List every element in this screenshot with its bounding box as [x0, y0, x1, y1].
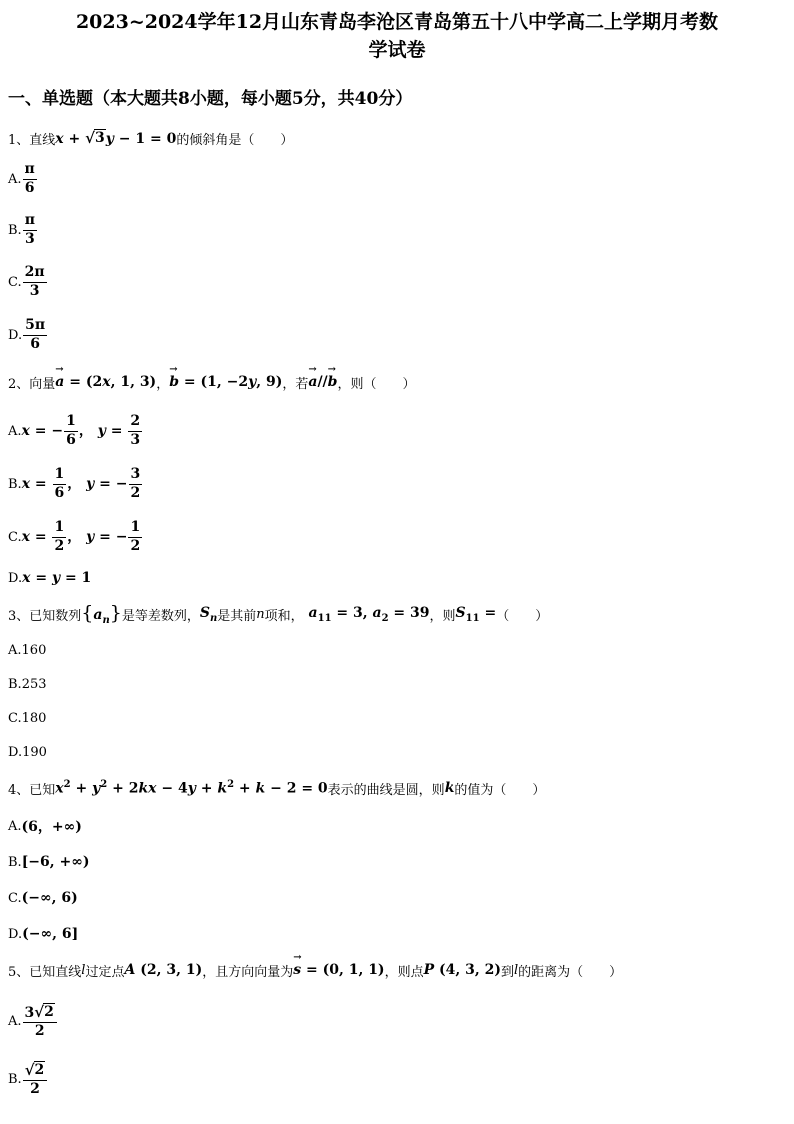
vector-b-definition: → b = (1, −2y, 9)	[169, 374, 282, 390]
option-d[interactable]	[8, 732, 47, 772]
answer-blank: （ ）	[241, 132, 294, 148]
option-value: (−∞, 6)	[21, 890, 78, 906]
option-label: D.	[8, 327, 23, 343]
option-value: [−6, +∞)	[21, 854, 90, 870]
sequence-symbol: $\{a_n\}$	[81, 602, 122, 626]
option-label: B.	[8, 222, 22, 238]
index-variable: n	[256, 606, 265, 622]
option-c[interactable]	[8, 514, 143, 560]
option-d[interactable]	[8, 312, 48, 358]
question-text: ，则	[429, 608, 456, 624]
answer-blank: （ ）	[363, 376, 416, 392]
option-label: D.	[8, 744, 23, 760]
option-label: B.	[8, 476, 22, 492]
question-number: 5、	[8, 964, 30, 980]
question-number: 2、	[8, 376, 30, 392]
option-a[interactable]	[8, 408, 143, 454]
option-value: 190	[22, 744, 47, 760]
option-fraction: $\frac{2\pi}{3}$	[24, 264, 45, 299]
option-d[interactable]	[8, 914, 78, 954]
question-text: ，则点	[384, 964, 424, 980]
option-label: B.	[8, 854, 22, 870]
option-label: D.	[8, 926, 23, 942]
option-value: 180	[21, 710, 47, 726]
option-label: A.	[8, 818, 22, 834]
option-label: A.	[8, 642, 22, 658]
option-label: B.	[8, 676, 22, 692]
sum-symbol: $S_n$	[199, 604, 218, 624]
option-fraction: $\frac{\pi}{6}$	[24, 161, 35, 196]
parallel-condition: → a//→ b	[308, 374, 337, 390]
question-number: 3、	[8, 608, 30, 624]
question-text: 已知数列	[29, 608, 82, 624]
option-fraction: $\frac{\pi}{3}$	[24, 212, 35, 247]
option-fraction: √ 2 2	[23, 1061, 48, 1098]
point-p: P (4, 3, 2)	[423, 962, 501, 978]
question-4	[8, 768, 545, 808]
line-l: l	[513, 962, 519, 978]
question-text: 是其前	[217, 608, 257, 624]
question-2: 2、 向量 → a = (2x, 1, 3) ， → b = (1, −2y, 9) ，若 → a//→ b ，则 （ ）	[8, 362, 416, 402]
option-label: C.	[8, 529, 22, 545]
section-heading: 一、单选题（本大题共8小题，每小题5分，共40分）	[8, 89, 413, 109]
question-text: 表示的曲线是圆，则	[327, 782, 445, 798]
option-label: A.	[8, 423, 22, 439]
option-c[interactable]	[8, 259, 48, 305]
question-number: 1、	[8, 132, 30, 148]
option-b[interactable]	[8, 207, 38, 253]
question-text: 已知直线	[29, 964, 82, 980]
option-label: A.	[8, 171, 22, 187]
question-text: 的距离为	[518, 964, 571, 980]
question-1	[8, 118, 293, 158]
option-value: (6，+∞)	[21, 819, 82, 835]
question-3	[8, 594, 548, 634]
direction-vector: → s = (0, 1, 1)	[293, 962, 384, 978]
option-b[interactable]	[8, 842, 90, 882]
option-a[interactable]	[8, 156, 38, 202]
question-text: 过定点	[85, 964, 125, 980]
option-value: 160	[21, 642, 47, 658]
circle-equation: $x^2 + y^2 + 2kx - 4y + k^2 + k - 2 = 0$	[55, 779, 328, 797]
option-d[interactable]	[8, 558, 91, 598]
option-value: x = − $\frac{1}{6}$ ， y = $\frac{2}{3}$	[21, 413, 141, 448]
option-b[interactable]	[8, 461, 143, 507]
option-label: A.	[8, 1013, 22, 1029]
question-text: 向量	[29, 376, 56, 392]
option-value: x = $\frac{1}{6}$ ， y = − $\frac{3}{2}$	[21, 466, 141, 501]
option-value: 253	[21, 676, 47, 692]
question-text: 是等差数列，	[121, 608, 200, 624]
given-condition: $a_{11} = 3$, $a_2 = 39$	[308, 604, 430, 624]
page-title	[0, 8, 794, 64]
parameter-k: k	[444, 780, 455, 796]
answer-blank: （ ）	[493, 782, 546, 798]
question-text: 直线	[29, 132, 56, 148]
vector-a-definition: → a = (2x, 1, 3)	[55, 374, 156, 390]
option-label: D.	[8, 570, 23, 586]
question-text: 的倾斜角是	[176, 132, 242, 148]
line-l: l	[81, 962, 86, 978]
answer-blank: （ ）	[570, 964, 623, 980]
question-number: 4、	[8, 782, 30, 798]
option-value: x = y = 1	[22, 570, 92, 586]
question-text: 到	[500, 964, 514, 980]
target-sum: $S_{11}$ =	[455, 604, 497, 624]
option-c[interactable]	[8, 878, 78, 918]
question-text: ，且方向向量为	[202, 964, 294, 980]
option-label: B.	[8, 1071, 22, 1087]
question-text: 的值为	[454, 782, 494, 798]
point-a: A (2, 3, 1)	[124, 962, 203, 978]
question-text: 项和，	[264, 608, 304, 624]
option-value: (−∞, 6]	[22, 926, 79, 942]
option-a[interactable]	[8, 806, 82, 846]
page-title-line-2: 学试卷	[368, 39, 426, 61]
option-value: x = $\frac{1}{2}$ ， y = − $\frac{1}{2}$	[21, 519, 141, 554]
option-label: C.	[8, 274, 22, 290]
option-a[interactable]	[8, 998, 58, 1044]
option-label: C.	[8, 710, 22, 726]
option-fraction: 3 √ 2 2	[23, 1003, 57, 1040]
question-5	[8, 950, 622, 990]
page-title-line-1: 2023~2024学年12月山东青岛李沧区青岛第五十八中学高二上学期月考数	[75, 11, 719, 33]
question-1-equation: x + √ 3 y − 1 = 0	[55, 129, 177, 148]
option-fraction: $\frac{5\pi}{6}$	[25, 317, 46, 352]
question-text: 已知	[29, 782, 56, 798]
option-b[interactable]	[8, 1056, 48, 1102]
answer-blank: （ ）	[496, 608, 549, 624]
option-label: C.	[8, 890, 22, 906]
question-text: ，则	[337, 376, 364, 392]
